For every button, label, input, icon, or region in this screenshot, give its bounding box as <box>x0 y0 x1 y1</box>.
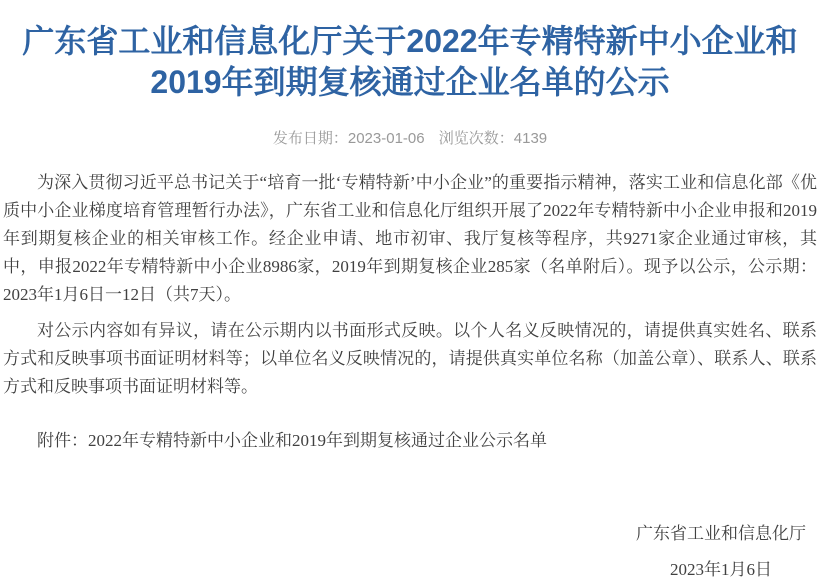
signature-block <box>636 521 806 583</box>
paragraph-intro: 为深入贯彻习近平总书记关于“培育一批‘专精特新’中小企业”的重要指示精神，落实工业和信息化部《优质中小企业梯度培育管理暂行办法》，广东省工业和信息化厅组织开展了2022年专精特新中小企业申报和2019年到期复核企业的相关审核工作。经企业申请、地市初审、我厅复核等程序，共9271家企业通过审核，其中，申报2022年专精特新中小企业8986家，2019年到期复核企业285家（名单附后）。现予以公示，公示期：2023年1月6日一12日（共7天）。 <box>3 173 817 304</box>
paragraph-objection: 对公示内容如有异议，请在公示期内以书面形式反映。以个人名义反映情况的，请提供真实姓名、联系方式和反映事项书面证明材料等；以单位名义反映情况的，请提供真实单位名称（加盖公章）、联系人、联系方式和反映事项书面证明材料等。 <box>3 321 817 396</box>
signature-org: 广东省工业和信息化厅 <box>636 524 806 543</box>
announcement-body <box>0 169 820 401</box>
publish-date: 发布日期：2023-01-06 <box>272 130 425 147</box>
meta-line <box>0 129 820 149</box>
view-count: 浏览次数：4139 <box>438 130 548 147</box>
attachment-link[interactable]: 附件：2022年专精特新中小企业和2019年到期复核通过企业公示名单 <box>37 431 547 450</box>
page-title: 广东省工业和信息化厅关于2022年专精特新中小企业和2019年到期复核通过企业名单的公示 <box>22 23 798 100</box>
signature-date: 2023年1月6日 <box>670 560 772 579</box>
